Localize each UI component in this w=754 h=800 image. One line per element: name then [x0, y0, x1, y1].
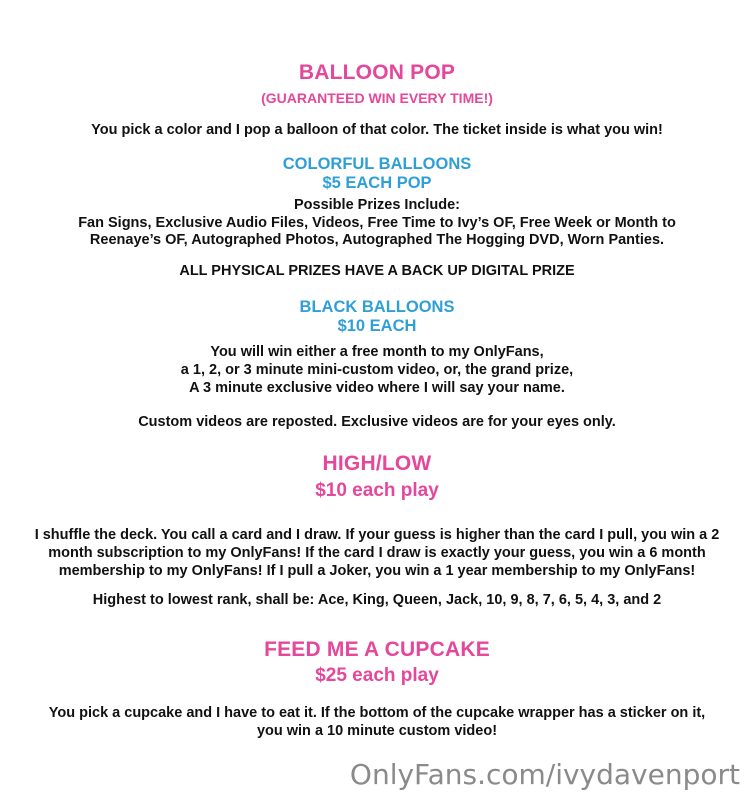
black-balloons-heading: BLACK BALLOONS: [299, 298, 455, 316]
high-low-description: I shuffle the deck. You call a card and I draw. If your guess is higher than the card I pull, you win a 2 month subscription to my OnlyFans! If the card I draw is exactly your guess, you win a 6 month membership to my OnlyFans! If I pull a Joker, you win a 1 year membership to my OnlyFans!: [34, 527, 720, 579]
prizes-block: [0, 197, 754, 250]
balloon-pop-title: BALLOON POP: [298, 61, 456, 84]
onlyfans-watermark: OnlyFans.com/ivydavenport: [349, 758, 740, 791]
prizes-list: Fan Signs, Exclusive Audio Files, Videos, Free Time to Ivy’s OF, Free Week or Month to Reenaye’s OF, Autographed Photos, Autographed The Hogging DVD, Worn Panties.: [78, 214, 676, 248]
black-balloons-prize-line: a 1, 2, or 3 minute mini-custom video, or, the grand prize,: [180, 362, 574, 378]
prizes-label: Possible Prizes Include:: [294, 197, 460, 213]
black-balloons-prize-line: A 3 minute exclusive video where I will say your name.: [189, 380, 565, 396]
high-low-description-wrap: [0, 526, 754, 580]
video-repost-note: Custom videos are reposted. Exclusive videos are for your eyes only.: [138, 414, 616, 430]
high-low-title: HIGH/LOW: [322, 452, 432, 475]
card-ranks: Highest to lowest rank, shall be: Ace, King, Queen, Jack, 10, 9, 8, 7, 6, 5, 4, 3, and 2: [92, 592, 662, 608]
colorful-balloons-heading: COLORFUL BALLOONS: [282, 155, 472, 173]
cupcake-description-wrap: [0, 704, 754, 740]
physical-prize-note: ALL PHYSICAL PRIZES HAVE A BACK UP DIGITAL PRIZE: [179, 263, 575, 279]
black-balloons-prize-line: You will win either a free month to my OnlyFans,: [210, 344, 544, 360]
cupcake-title: FEED ME A CUPCAKE: [264, 638, 490, 661]
cupcake-price: $25 each play: [315, 665, 439, 686]
high-low-price: $10 each play: [315, 480, 439, 501]
balloon-pop-subtitle: (GUARANTEED WIN EVERY TIME!): [261, 90, 493, 106]
black-balloons-prizes: [0, 343, 754, 397]
colorful-balloons-price: $5 EACH POP: [322, 174, 432, 192]
balloon-pop-intro: You pick a color and I pop a balloon of that color. The ticket inside is what you win!: [91, 122, 663, 138]
black-balloons-price: $10 EACH: [337, 317, 417, 335]
cupcake-description: You pick a cupcake and I have to eat it. If the bottom of the cupcake wrapper has a sticker on it, you win a 10 minute custom video!: [48, 705, 706, 739]
